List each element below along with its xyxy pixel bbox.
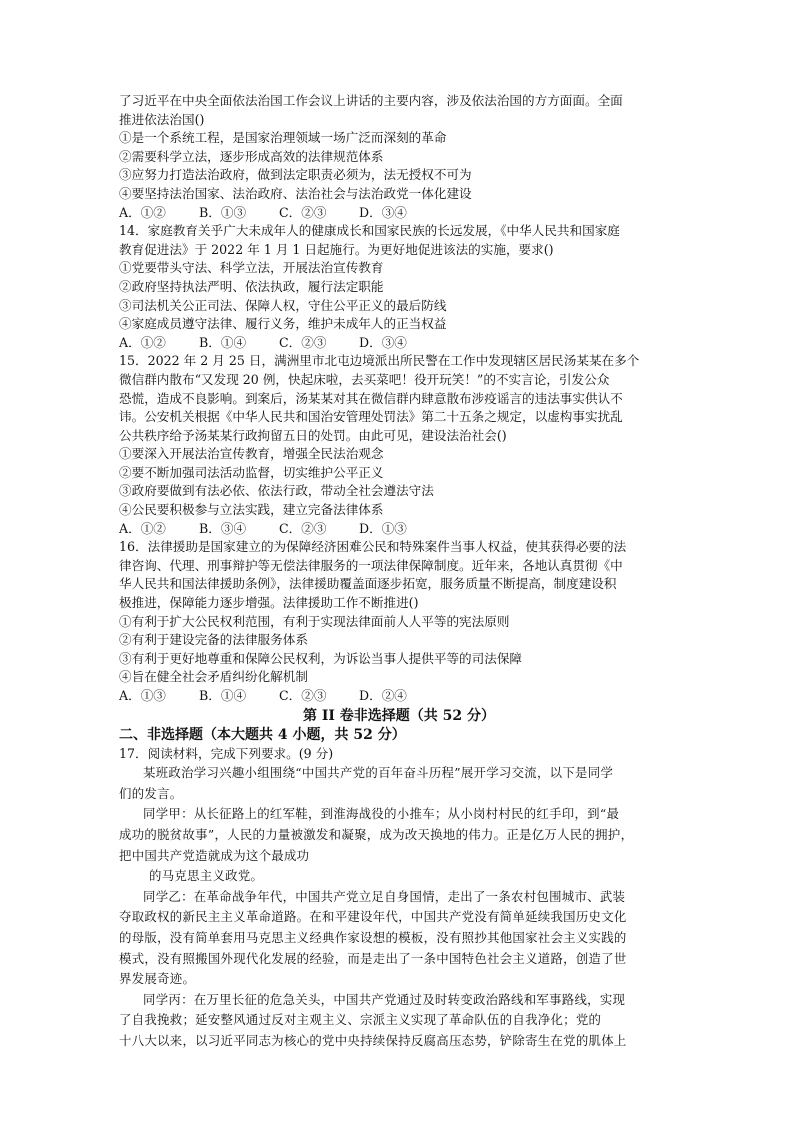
- material-line: 的母版，没有简单套用马克思主义经典作家设想的模板，没有照抄其他国家社会主义实践的: [119, 929, 627, 945]
- statement-item: ②有利于建设完备的法律服务体系: [119, 632, 308, 648]
- statement-item: ②需要科学立法，逐步形成高效的法律规范体系: [119, 148, 384, 164]
- statement-item: ③应努力打造法治政府，做到法定职责必须为，法无授权不可为: [119, 167, 472, 183]
- answer-options: [119, 687, 679, 706]
- material-line: 界发展奇迹。: [119, 971, 196, 987]
- option-d: D．①③: [359, 520, 407, 536]
- option-c: C．②③: [279, 688, 327, 703]
- material-line: 的马克思主义政党。: [149, 868, 264, 884]
- material-line: 十八大以来，以习近平同志为核心的党中央持续保持反腐高压态势，铲除寄生在党的肌体上: [119, 1032, 627, 1048]
- answer-options: [119, 334, 679, 353]
- material-line: 了自我挽救；延安整风通过反对主观主义、宗派主义实现了革命队伍的自我净化；党的: [119, 1012, 602, 1028]
- question-stem-line: 教育促进法》于 2022 年 1 月 1 日起施行。为更好地促进该法的实施，要求(): [119, 241, 554, 257]
- option-b: B．①④: [199, 688, 247, 703]
- material-line: 模式，没有照搬国外现代化发展的经验，而是走出了一条中国特色社会主义道路，创造了世: [119, 950, 627, 966]
- section-title: 第 II 卷非选择题（共 52 分）: [302, 707, 496, 724]
- option-a: A．①②: [119, 520, 166, 536]
- question-prompt: 17．阅读材料，完成下列要求。(9 分): [119, 745, 334, 761]
- statement-item: ③政府要做到有法必依、依法行政，带动全社会遵法守法: [119, 483, 434, 499]
- statement-item: ③有利于更好地尊重和保障公民权利，为诉讼当事人提供平等的司法保障: [119, 650, 522, 666]
- material-line: 们的发言。: [119, 785, 183, 801]
- question-14: [119, 222, 679, 352]
- statement-item: ④家庭成员遵守法律、履行义务，维护未成年人的正当权益: [119, 316, 447, 332]
- answer-options: [119, 204, 679, 223]
- question-stem-line: 15．2022 年 2 月 25 日，满洲里市北屯边境派出所民警在工作中发现辖区居民汤某某在多个: [119, 353, 640, 369]
- option-c: C．②③: [279, 334, 327, 350]
- material-line: 某班政治学习兴趣小组围绕“中国共产党的百年奋斗历程”展开学习交流，以下是同学: [143, 765, 614, 781]
- answer-options: [119, 520, 679, 539]
- question-stem-line: 微信群内散布“又发现 20 例，快起床啦，去买菜吧！役开玩笑！”的不实言论，引发公众: [119, 371, 610, 387]
- option-d: D．③④: [359, 334, 407, 350]
- question-stem-line: 极推进，保障能力逐步增强。法律援助工作不断推进(): [119, 595, 419, 611]
- statement-item: ③司法机关公正司法、保障人权，守住公平正义的最后防线: [119, 297, 447, 313]
- option-c: C．②③: [279, 204, 327, 220]
- question-13: [119, 92, 679, 222]
- question-stem-line: 恐慌，造成不良影响。到案后，汤某某对其在微信群内肆意散布涉疫谣言的违法事实供认不: [119, 390, 623, 406]
- statement-item: ④公民要积极参与立法实践，建立完备法律体系: [119, 502, 384, 518]
- option-b: B．③④: [199, 520, 247, 536]
- question-15: [119, 352, 679, 538]
- question-stem-line: 公共秩序给予汤某某行政拘留五日的处罚。由此可见，建设法治社会(): [119, 427, 507, 443]
- material-line: 把中国共产党造就成为这个最成功: [119, 847, 310, 863]
- statement-item: ④旨在健全社会矛盾纠纷化解机制: [119, 669, 308, 685]
- question-stem-line: 了习近平在中央全面依法治国工作会议上讲话的主要内容，涉及依法治国的方方面面。全面: [119, 93, 623, 108]
- material-line: 成功的脱贫故事”，人民的力量被激发和凝聚，成为改天换地的伟力。正是亿万人民的拥护，: [119, 826, 634, 842]
- option-b: B．①④: [199, 334, 247, 350]
- option-a: A．①③: [119, 688, 166, 703]
- statement-item: ①党要带头守法、科学立法，开展法治宣传教育: [119, 260, 384, 276]
- exam-page: [119, 92, 679, 1052]
- question-stem-line: 16．法律援助是国家建立的为保障经济困难公民和特殊案件当事人权益，使其获得必要的法: [119, 539, 627, 555]
- statement-item: ①要深入开展法治宣传教育，增强全民法治观念: [119, 446, 384, 462]
- question-stem-line: 14．家庭教育关乎广大未成年人的健康成长和国家民族的长远发展，《中华人民共和国家庭: [119, 223, 620, 239]
- option-c: C．②③: [279, 520, 327, 536]
- option-d: D．②④: [359, 688, 407, 703]
- question-stem-line: 律咨询、代理、刑事辩护等无偿法律服务的一项法律保障制度。近年来，各地认真贯彻《中: [119, 557, 623, 573]
- material-line: 同学甲：从长征路上的红军鞋，到淮海战役的小推车；从小岗村村民的红手印，到“最: [143, 806, 620, 822]
- option-a: A．①②: [119, 334, 166, 350]
- statement-item: ①有利于扩大公民权利范围，有利于实现法律面前人人平等的宪法原则: [119, 613, 510, 629]
- question-stem-line: 推进依法治国(): [119, 111, 205, 127]
- question-17: [119, 745, 679, 1052]
- statement-item: ④要坚持法治国家、法治政府、法治社会与法治政党一体化建设: [119, 185, 472, 201]
- section-heading: 二、非选择题（本大题共 4 小题，共 52 分）: [119, 726, 406, 743]
- statement-item: ①是一个系统工程，是国家治理领域一场广泛而深刻的革命: [119, 130, 447, 146]
- question-16: [119, 538, 679, 705]
- option-a: A．①②: [119, 204, 166, 220]
- material-line: 夺取政权的新民主主义革命道路。在和平建设年代，中国共产党没有简单延续我国历史文化: [119, 909, 627, 925]
- material-line: 同学乙：在革命战争年代，中国共产党立足自身国情，走出了一条农村包围城市、武装: [143, 888, 626, 904]
- option-b: B．①③: [199, 204, 247, 220]
- question-stem-line: 华人民共和国法律援助条例》，法律援助覆盖面逐步拓宽，服务质量不断提高，制度建设积: [119, 576, 617, 592]
- statement-item: ②政府坚持执法严明、依法执政，履行法定职能: [119, 278, 384, 294]
- statement-item: ②要不断加强司法活动监督，切实维护公平正义: [119, 464, 384, 480]
- option-d: D．③④: [359, 204, 407, 220]
- question-stem-line: 讳。公安机关根据《中华人民共和国治安管理处罚法》第二十五条之规定，以虚构事实扰乱: [119, 409, 623, 425]
- material-line: 同学丙：在万里长征的危急关头，中国共产党通过及时转变政治路线和军事路线，实现: [143, 991, 626, 1007]
